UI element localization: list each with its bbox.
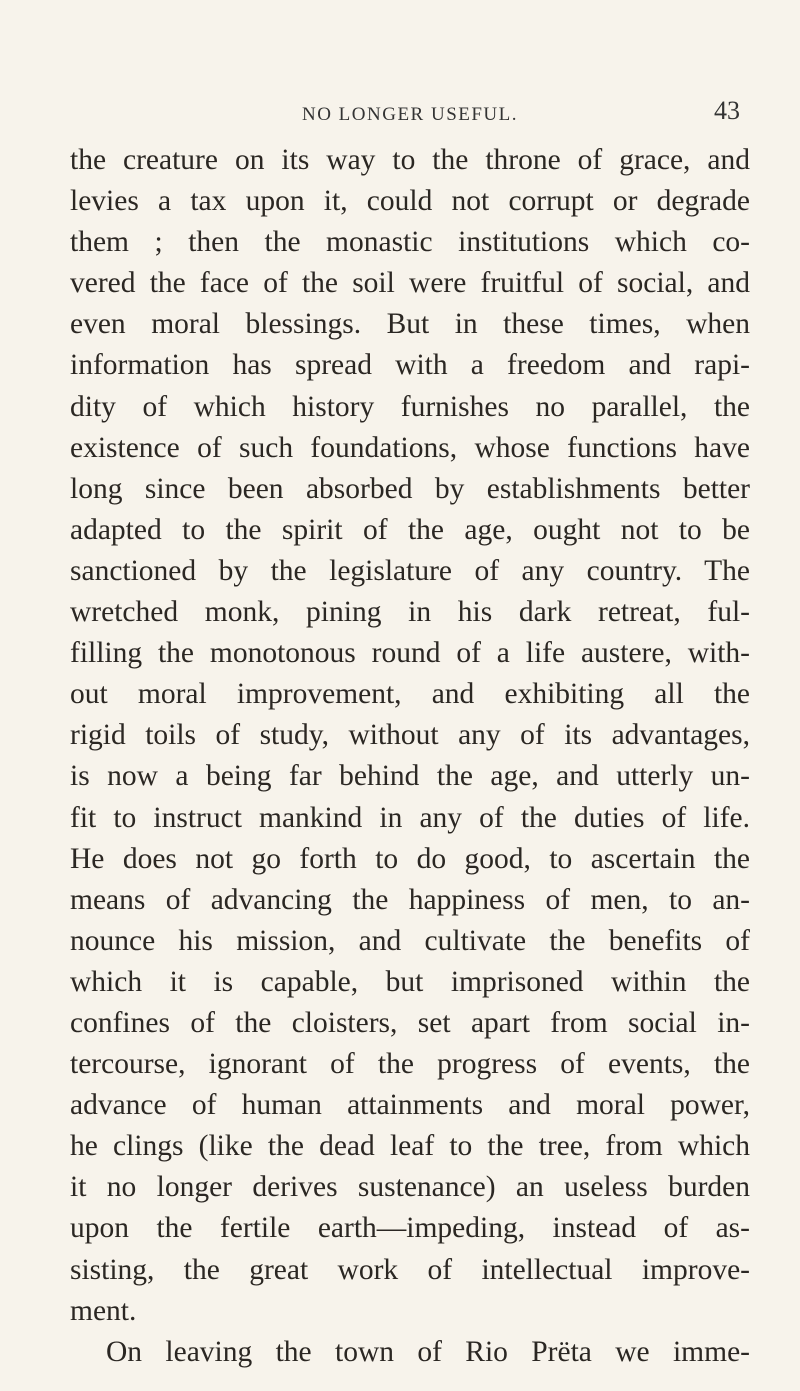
text-line: advance of human attainments and moral power, [70,1089,750,1122]
text-line: He does not go forth to do good, to ascertain the [70,842,750,875]
text-line: vered the face of the soil were fruitful of social, and [70,267,750,300]
body-text [70,140,750,1373]
text-line: fit to instruct mankind in any of the duties of life. [70,801,750,834]
text-line: On leaving the town of Rio Prëta we imme- [106,1335,750,1368]
running-head: NO LONGER USEFUL. [301,104,519,125]
text-line: tercourse, ignorant of the progress of events, the [70,1048,750,1081]
text-line: upon the fertile earth—impeding, instead of as- [70,1212,750,1245]
text-line: means of advancing the happiness of men, to an- [70,883,750,916]
text-line: dity of which history furnishes no parallel, the [70,390,750,423]
text-line: is now a being far behind the age, and utterly un- [70,760,750,793]
text-line: levies a tax upon it, could not corrupt or degrade [70,185,750,218]
text-line: wretched monk, pining in his dark retreat, ful- [70,596,750,629]
text-line: sanctioned by the legislature of any country. The [70,554,750,587]
text-line: filling the monotonous round of a life austere, with- [70,637,750,670]
text-line: it no longer derives sustenance) an useless burden [70,1171,750,1204]
text-line: nounce his mission, and cultivate the benefits of [70,924,750,957]
text-line: them ; then the monastic institutions which co- [70,226,750,259]
text-line: even moral blessings. But in these times, when [70,308,750,341]
text-line: rigid toils of study, without any of its advantages, [70,719,750,752]
text-line: ment. [70,1294,137,1327]
text-line: long since been absorbed by establishments better [70,472,750,505]
text-line: which it is capable, but imprisoned within the [70,965,750,998]
text-line: out moral improvement, and exhibiting all the [70,678,750,711]
page-number: 43 [714,96,740,125]
text-line: he clings (like the dead leaf to the tree, from which [70,1130,750,1163]
text-line: the creature on its way to the throne of grace, and [70,144,750,176]
text-line: sisting, the great work of intellectual improve- [70,1253,750,1286]
text-line: existence of such foundations, whose functions have [70,431,750,464]
text-line: confines of the cloisters, set apart from social in- [70,1006,750,1039]
text-line: adapted to the spirit of the age, ought not to be [70,513,750,546]
text-line: information has spread with a freedom and rapi- [70,349,750,382]
